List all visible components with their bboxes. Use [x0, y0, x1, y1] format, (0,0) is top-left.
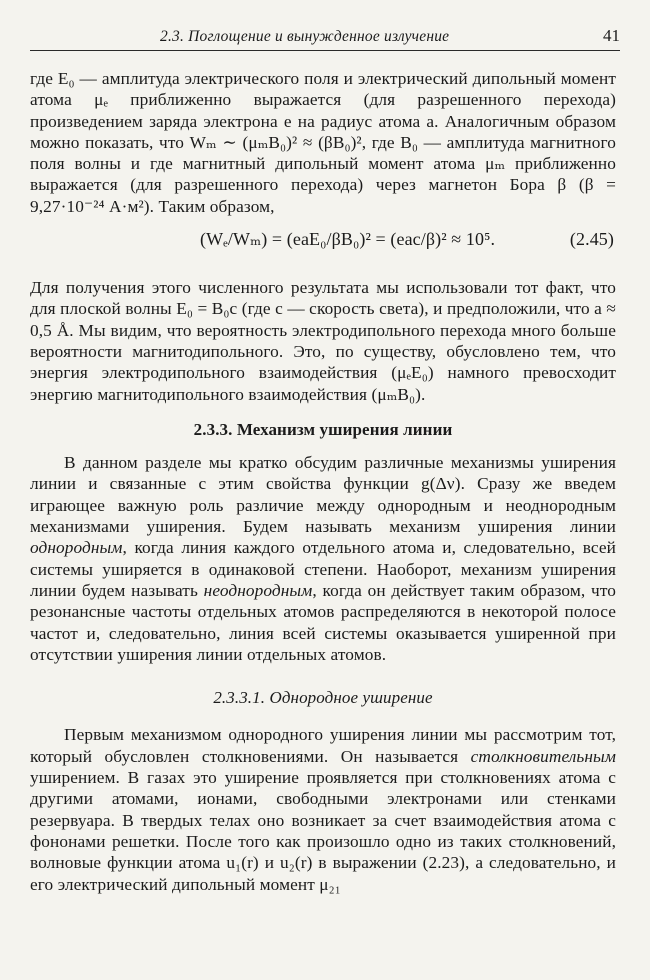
- page-number: 41: [603, 26, 620, 45]
- text-run: , когда он действует таким образом, что резонансные частоты отдельных атомов распределяются в некоторой полосе частот и, следовательно, линия всей системы оказывается уширенной при отсутствии уширения линии отдельных атомов.: [30, 580, 616, 664]
- section-heading: 2.3.3. Механизм уширения линии: [193, 419, 453, 439]
- equation-block: [30, 221, 616, 271]
- text-run: уширением. В газах это уширение проявляется при столкновениях атома с другими атомами, ионами, свободными электронами или стенками резервуара. В твердых телах оно возникает за счет взаимодействия атома с фононами решетки. После того как произошло одно из таких столкновений, волновые функции атома u₁(r) и u₂(r) в выражении (2.23), а следовательно, и его электрический дипольный момент μ₂₁: [30, 768, 616, 894]
- subsection-heading: 2.3.3.1. Однородное уширение: [213, 688, 433, 708]
- running-head: [30, 22, 620, 51]
- paragraph-continued: где E₀ — амплитуда электрического поля и электрический дипольный момент атома μₑ приближенно выражается (для разрешенного перехода) произведением заряда электрона e на радиус атома a. Аналогичным образом можно показать, что Wₘ ∼ (μₘB₀)² ≈ (βB₀)², где B₀ — амплитуда магнитного поля волны и где магнитный дипольный момент атома μₘ приближенно выражается (для разрешенного перехода) через магнетон Бора β (β = 9,27·10⁻²⁴ А·м²). Таким образом,: [30, 69, 616, 216]
- paragraph-numerical-result: Для получения этого численного результата мы использовали тот факт, что для плоской волны E₀ = B₀c (где c — скорость света), и предположили, что a ≈ 0,5 Å. Мы видим, что вероятность электродипольного перехода много больше вероятности магнитодипольного. Это, по существу, обусловлено тем, что энергия электродипольного взаимодействия (μₑE₀) намного превосходит энергию магнитодипольного взаимодействия (μₘB₀).: [30, 278, 616, 404]
- equation-number: (2.45): [569, 229, 614, 250]
- text-run: В данном разделе мы кратко обсудим различные механизмы уширения линии и связанные с этим свойства функции g(Δν). Сразу же введем играющее важную роль различие между однородным и неоднородным механизмами уширения. Будем называть механизм уширения линии: [30, 453, 616, 537]
- equation-2-45: (Wₑ/Wₘ) = (eaE₀/βB₀)² = (eac/β)² ≈ 10⁵.: [200, 229, 496, 250]
- term-homogeneous: однородным: [30, 538, 123, 558]
- term-collisional: столкновительным: [470, 746, 616, 766]
- text-run: , когда линия каждого отдельного атома и, следовательно, всей системы уширяется в одинаковой степени. Наоборот, механизм уширения линии будем называть: [30, 538, 616, 600]
- running-head-title: 2.3. Поглощение и вынужденное излучение: [160, 28, 450, 45]
- text-run: Первым механизмом однородного уширения линии мы рассмотрим тот, который обусловлен столкновениями. Он называется: [30, 725, 616, 766]
- paragraph-collisional: [30, 724, 616, 894]
- paragraph-broadening-intro: [30, 452, 616, 665]
- page-body: [30, 68, 616, 895]
- term-inhomogeneous: неоднородным: [203, 580, 313, 600]
